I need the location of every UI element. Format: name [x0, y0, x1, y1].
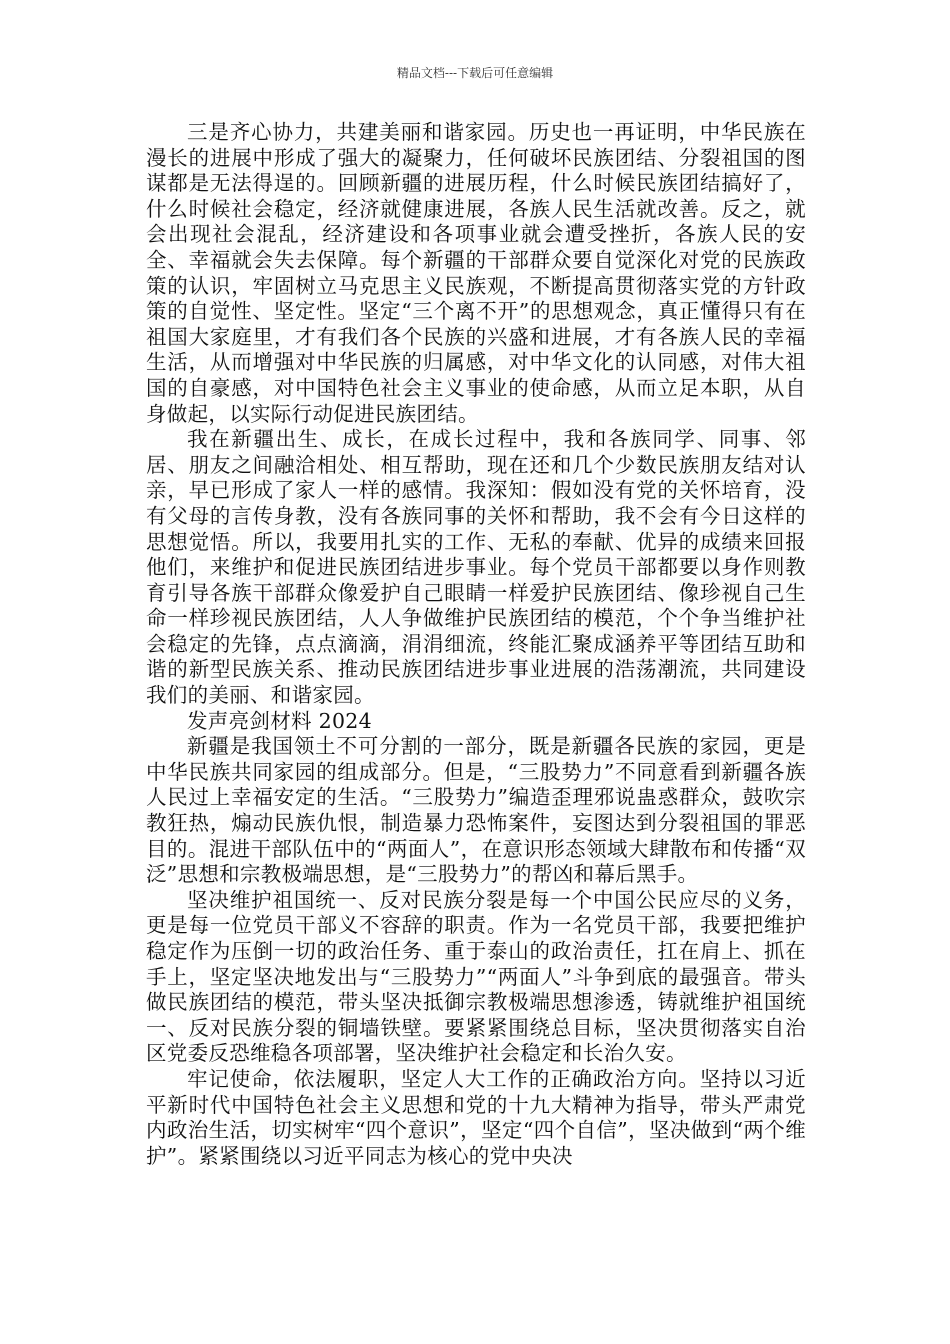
- document-body: [146, 120, 806, 1169]
- paragraph-xinjiang: 新疆是我国领土不可分割的一部分，既是新疆各民族的家园，更是中华民族共同家园的组成部分。但是，“三股势力”不同意看到新疆各族人民过上幸福安定的生活。“三股势力”编造歪理邪说蛊惑群众，鼓吹宗教狂热，煽动民族仇恨，制造暴力恐怖案件，妄图达到分裂祖国的罪恶目的。混进干部队伍中的“两面人”，在意识形态领域大肆散布和传播“双泛”思想和宗教极端思想，是“三股势力”的帮凶和幕后黑手。: [146, 734, 806, 887]
- paragraph-personal: 我在新疆出生、成长，在成长过程中，我和各族同学、同事、邻居、朋友之间融洽相处、相互帮助，现在还和几个少数民族朋友结对认亲，早已形成了家人一样的感情。我深知：假如没有党的关怀培育，没有父母的言传身教，没有各族同事的关怀和帮助，我不会有今日这样的思想觉悟。所以，我要用扎实的工作、无私的奉献、优异的成绩来回报他们，来维护和促进民族团结进步事业。每个党员干部都要以身作则教育引导各族干部群众像爱护自己眼睛一样爱护民族团结、像珍视自己生命一样珍视民族团结，人人争做维护民族团结的模范，个个争当维护社会稳定的先锋，点点滴滴，涓涓细流，终能汇聚成涵养平等团结互助和谐的新型民族关系、推动民族团结进步事业进展的浩荡潮流，共同建设我们的美丽、和谐家园。: [146, 427, 806, 708]
- paragraph-unity: 三是齐心协力，共建美丽和谐家园。历史也一再证明，中华民族在漫长的进展中形成了强大的凝聚力，任何破坏民族团结、分裂祖国的图谋都是无法得逞的。回顾新疆的进展历程，什么时候民族团结搞好了，什么时候社会稳定，经济就健康进展，各族人民生活就改善。反之，就会出现社会混乱，经济建设和各项事业就会遭受挫折，各族人民的安全、幸福就会失去保障。每个新疆的干部群众要自觉深化对党的民族政策的认识，牢固树立马克思主义民族观，不断提高贯彻落实党的方针政策的自觉性、坚定性。坚定“三个离不开”的思想观念，真正懂得只有在祖国大家庭里，才有我们各个民族的兴盛和进展，才有各族人民的幸福生活，从而增强对中华民族的归属感，对中华文化的认同感，对伟大祖国的自豪感，对中国特色社会主义事业的使命感，从而立足本职，从自身做起，以实际行动促进民族团结。: [146, 120, 806, 426]
- paragraph-mission: 牢记使命，依法履职，坚定人大工作的正确政治方向。坚持以习近平新时代中国特色社会主义思想和党的十九大精神为指导，带头严肃党内政治生活，切实树牢“四个意识”，坚定“四个自信”，坚决做到“两个维护”。紧紧围绕以习近平同志为核心的党中央决: [146, 1066, 806, 1168]
- paragraph-duty: 坚决维护祖国统一、反对民族分裂是每一个中国公民应尽的义务，更是每一位党员干部义不容辞的职责。作为一名党员干部，我要把维护稳定作为压倒一切的政治任务、重于泰山的政治责任，扛在肩上、抓在手上，坚定坚决地发出与“三股势力”“两面人”斗争到底的最强音。带头做民族团结的模范，带头坚决抵御宗教极端思想渗透，铸就维护祖国统一、反对民族分裂的铜墙铁壁。要紧紧围绕总目标，坚决贯彻落实自治区党委反恐维稳各项部署，坚决维护社会稳定和长治久安。: [146, 887, 806, 1066]
- page-header: 精品文档---下载后可任意编辑: [396, 66, 554, 80]
- section-heading: 发声亮剑材料 2024: [187, 708, 372, 733]
